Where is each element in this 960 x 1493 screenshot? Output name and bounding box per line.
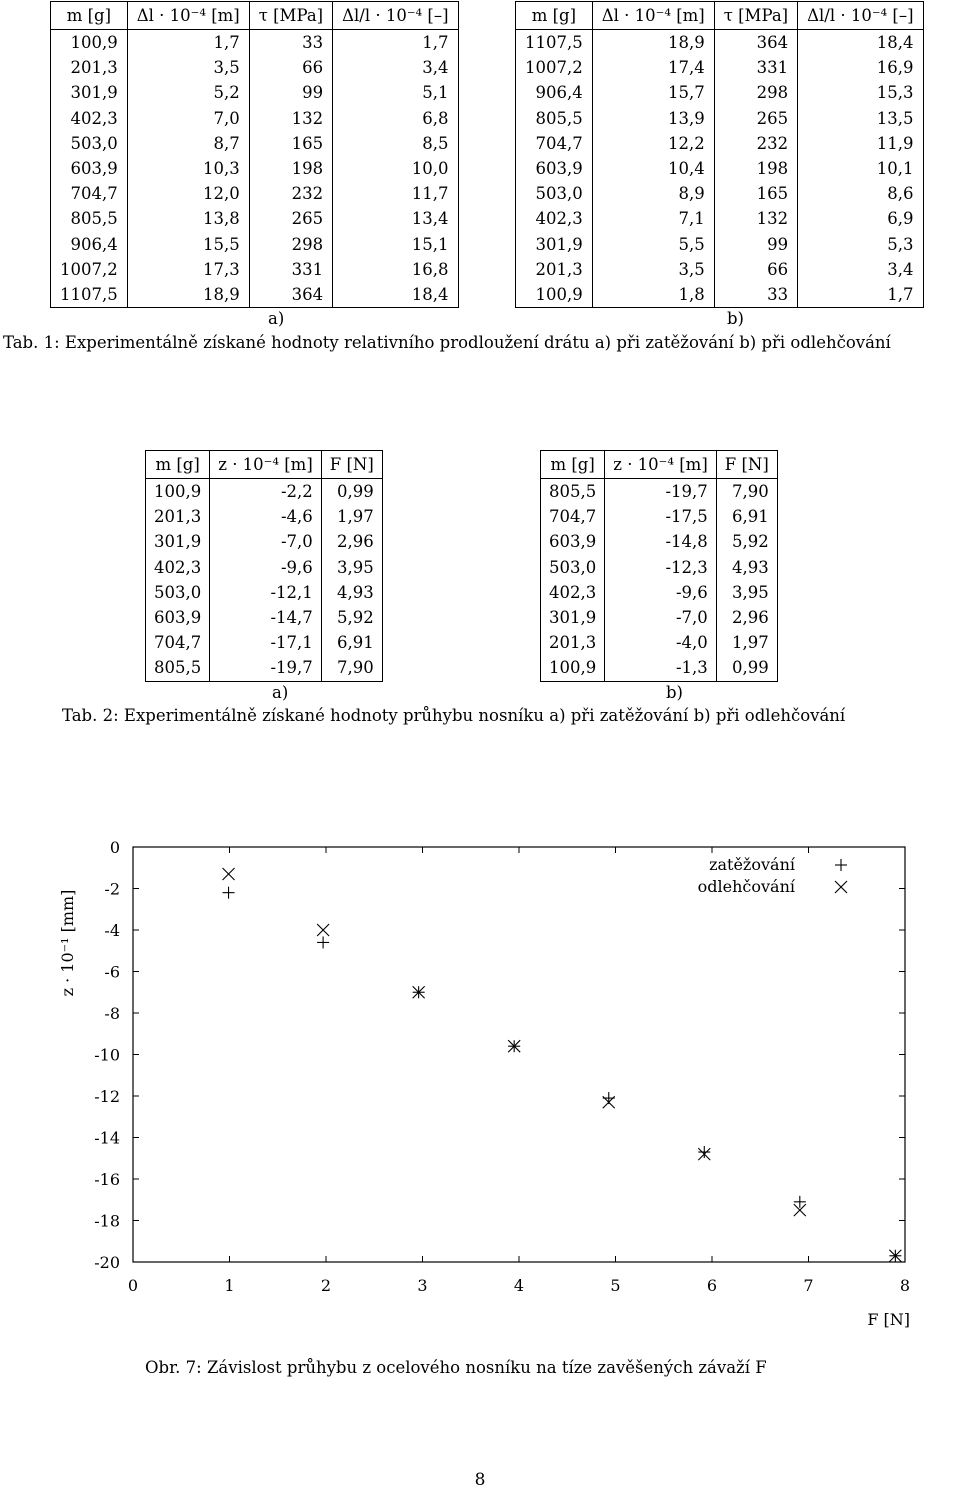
- table-row: [51, 206, 459, 231]
- plot-frame: [133, 847, 905, 1262]
- y-tick-label: -18: [94, 1211, 120, 1231]
- table-row: [51, 55, 459, 80]
- table-cell: 7,1: [592, 206, 714, 231]
- table-row: [146, 504, 383, 529]
- table-row: [146, 605, 383, 630]
- chart-legend: [698, 855, 847, 896]
- table-cell: 603,9: [51, 156, 128, 181]
- table-cell: -9,6: [210, 555, 322, 580]
- table-cell: 11,9: [798, 131, 923, 156]
- table-cell: 8,9: [592, 181, 714, 206]
- table-cell: 5,92: [321, 605, 382, 630]
- table-row: [51, 106, 459, 131]
- table-cell: 3,5: [592, 257, 714, 282]
- table-cell: 100,9: [541, 655, 605, 681]
- table-cell: 1,7: [127, 30, 249, 56]
- y-tick-label: 0: [109, 838, 120, 857]
- table-cell: 704,7: [516, 131, 593, 156]
- table-cell: 298: [249, 232, 332, 257]
- table-cell: 603,9: [146, 605, 210, 630]
- table-cell: -7,0: [210, 529, 322, 554]
- table-cell: 66: [249, 55, 332, 80]
- column-header: m [g]: [51, 2, 128, 30]
- column-header: m [g]: [146, 451, 210, 479]
- table-cell: -19,7: [605, 479, 717, 505]
- table-cell: 364: [714, 30, 797, 56]
- table-row: [516, 131, 924, 156]
- table-cell: 15,1: [333, 232, 458, 257]
- table1-caption: Tab. 1: Experimentálně získané hodnoty relativního prodloužení drátu a) při zatěžování b) při odlehčování: [3, 333, 891, 352]
- column-header: m [g]: [541, 451, 605, 479]
- table1-b-label: b): [727, 309, 744, 328]
- table-cell: 18,4: [798, 30, 923, 56]
- table-row: [516, 257, 924, 282]
- table-cell: 1007,2: [51, 257, 128, 282]
- column-header: τ [MPa]: [714, 2, 797, 30]
- table-cell: 402,3: [516, 206, 593, 231]
- y-tick-label: -14: [94, 1128, 120, 1148]
- table-cell: 3,95: [321, 555, 382, 580]
- table-cell: 3,4: [798, 257, 923, 282]
- table-cell: 6,9: [798, 206, 923, 231]
- table-body: [541, 479, 778, 682]
- table-cell: 5,3: [798, 232, 923, 257]
- table-cell: 201,3: [516, 257, 593, 282]
- table-cell: 198: [249, 156, 332, 181]
- table-cell: 1107,5: [51, 282, 128, 308]
- table-row: [516, 282, 924, 308]
- table-row: [541, 529, 778, 554]
- table-cell: -7,0: [605, 605, 717, 630]
- table-cell: 805,5: [51, 206, 128, 231]
- table2-a: [145, 450, 383, 682]
- y-tick-label: -10: [94, 1045, 120, 1065]
- table-row: [51, 156, 459, 181]
- table-cell: 13,9: [592, 106, 714, 131]
- x-tick-label: 0: [127, 1276, 139, 1295]
- table-cell: 0,99: [321, 479, 382, 505]
- y-tick-label: -2: [104, 879, 120, 899]
- table-cell: 3,95: [716, 580, 777, 605]
- x-tick-labels: [128, 1276, 910, 1295]
- x-tick-label: 5: [610, 1276, 621, 1295]
- table-cell: 13,4: [333, 206, 458, 231]
- table-cell: 7,0: [127, 106, 249, 131]
- deflection-scatter-chart: [0, 820, 960, 1440]
- table-cell: 906,4: [516, 80, 593, 105]
- table-cell: 265: [714, 106, 797, 131]
- table-cell: 232: [249, 181, 332, 206]
- table-row: [51, 131, 459, 156]
- legend-marker: [835, 859, 847, 871]
- table-cell: 15,5: [127, 232, 249, 257]
- table-row: [51, 282, 459, 308]
- table-cell: 704,7: [51, 181, 128, 206]
- data-point-plus: [317, 936, 329, 948]
- x-tick-label: 8: [899, 1276, 911, 1295]
- table-cell: -17,5: [605, 504, 717, 529]
- y-tick-label: -8: [104, 1004, 120, 1023]
- table-cell: 165: [714, 181, 797, 206]
- table-cell: 1,97: [716, 630, 777, 655]
- data-point-plus: [698, 1146, 710, 1158]
- column-header: z · 10⁻⁴ [m]: [210, 451, 322, 479]
- table-cell: 13,5: [798, 106, 923, 131]
- table-cell: 704,7: [541, 504, 605, 529]
- table-cell: 8,7: [127, 131, 249, 156]
- y-axis-label: z · 10⁻¹ [mm]: [58, 889, 77, 997]
- table-cell: 100,9: [516, 282, 593, 308]
- column-header: F [N]: [321, 451, 382, 479]
- table-cell: 5,5: [592, 232, 714, 257]
- table-cell: 15,7: [592, 80, 714, 105]
- table-cell: -14,7: [210, 605, 322, 630]
- table-cell: 18,4: [333, 282, 458, 308]
- table-cell: 3,4: [333, 55, 458, 80]
- table-row: [146, 655, 383, 681]
- table-cell: 201,3: [146, 504, 210, 529]
- table-cell: 503,0: [51, 131, 128, 156]
- table-cell: 2,96: [716, 605, 777, 630]
- table-cell: 12,0: [127, 181, 249, 206]
- table-cell: 704,7: [146, 630, 210, 655]
- table-cell: 1107,5: [516, 30, 593, 56]
- table-row: [516, 232, 924, 257]
- table-cell: 331: [249, 257, 332, 282]
- table-cell: 18,9: [127, 282, 249, 308]
- table-cell: 11,7: [333, 181, 458, 206]
- x-tick-label: 2: [320, 1276, 332, 1295]
- table-cell: 33: [714, 282, 797, 308]
- x-tick-label: 7: [803, 1276, 814, 1295]
- table-row: [516, 106, 924, 131]
- table-cell: 201,3: [51, 55, 128, 80]
- table-cell: -2,2: [210, 479, 322, 505]
- y-tick-label: -12: [94, 1087, 120, 1106]
- table-body: [51, 30, 459, 308]
- table-cell: -14,8: [605, 529, 717, 554]
- table2-a-label: a): [272, 683, 289, 702]
- table-cell: 5,92: [716, 529, 777, 554]
- table-cell: 503,0: [146, 580, 210, 605]
- table-cell: 132: [714, 206, 797, 231]
- column-header: m [g]: [516, 2, 593, 30]
- table-cell: -9,6: [605, 580, 717, 605]
- table-cell: 402,3: [541, 580, 605, 605]
- table-cell: 13,8: [127, 206, 249, 231]
- table-cell: 8,5: [333, 131, 458, 156]
- table-cell: 503,0: [541, 555, 605, 580]
- table-cell: 5,1: [333, 80, 458, 105]
- table-cell: 99: [714, 232, 797, 257]
- table-row: [51, 181, 459, 206]
- table-row: [516, 156, 924, 181]
- column-header: Δl/l · 10⁻⁴ [–]: [333, 2, 458, 30]
- table2-caption: Tab. 2: Experimentálně získané hodnoty průhybu nosníku a) při zatěžování b) při odlehčování: [62, 706, 846, 725]
- table-row: [146, 529, 383, 554]
- table-cell: 3,5: [127, 55, 249, 80]
- y-tick-label: -16: [94, 1170, 120, 1189]
- x-tick-label: 6: [706, 1276, 718, 1295]
- table2-b: [540, 450, 778, 682]
- table-cell: 201,3: [541, 630, 605, 655]
- table-cell: 906,4: [51, 232, 128, 257]
- table-cell: 331: [714, 55, 797, 80]
- x-axis-label: F [N]: [867, 1310, 910, 1329]
- table-row: [51, 30, 459, 56]
- table-cell: 12,2: [592, 131, 714, 156]
- legend-marker: [835, 881, 847, 893]
- table-cell: 18,9: [592, 30, 714, 56]
- table-cell: 1,8: [592, 282, 714, 308]
- table-row: [541, 555, 778, 580]
- table-row: [516, 55, 924, 80]
- table-cell: -12,1: [210, 580, 322, 605]
- table-header-row: [541, 451, 778, 479]
- data-points: [223, 868, 902, 1262]
- table-cell: 33: [249, 30, 332, 56]
- table-cell: 10,4: [592, 156, 714, 181]
- table-cell: 301,9: [541, 605, 605, 630]
- table-cell: 4,93: [716, 555, 777, 580]
- table-header-row: [146, 451, 383, 479]
- table-cell: 7,90: [321, 655, 382, 681]
- table-row: [541, 504, 778, 529]
- table-cell: 503,0: [516, 181, 593, 206]
- table-cell: 6,8: [333, 106, 458, 131]
- table1-a-label: a): [268, 309, 285, 328]
- table-header-row: [516, 2, 924, 30]
- table-cell: 4,93: [321, 580, 382, 605]
- table-row: [541, 479, 778, 505]
- table-row: [516, 206, 924, 231]
- y-tick-label: -20: [94, 1253, 120, 1272]
- x-tick-label: 4: [513, 1276, 525, 1295]
- table-cell: 2,96: [321, 529, 382, 554]
- y-tick-labels: [94, 838, 120, 1272]
- legend-label: odlehčování: [697, 877, 795, 896]
- table-row: [146, 479, 383, 505]
- table-cell: -19,7: [210, 655, 322, 681]
- table-cell: 10,0: [333, 156, 458, 181]
- table-cell: 66: [714, 257, 797, 282]
- table-row: [541, 655, 778, 681]
- table-cell: 15,3: [798, 80, 923, 105]
- table-cell: 298: [714, 80, 797, 105]
- table-row: [541, 630, 778, 655]
- table-cell: 603,9: [541, 529, 605, 554]
- table-cell: 1007,2: [516, 55, 593, 80]
- table-cell: 99: [249, 80, 332, 105]
- table-cell: 805,5: [541, 479, 605, 505]
- table-row: [541, 580, 778, 605]
- table-cell: 0,99: [716, 655, 777, 681]
- table-cell: 17,4: [592, 55, 714, 80]
- chart-axes: [133, 847, 905, 1262]
- y-tick-label: -4: [104, 921, 120, 940]
- table-cell: 301,9: [516, 232, 593, 257]
- column-header: Δl · 10⁻⁴ [m]: [592, 2, 714, 30]
- table-cell: 402,3: [51, 106, 128, 131]
- data-point-cross: [317, 924, 329, 936]
- table-cell: -12,3: [605, 555, 717, 580]
- table1-b: [515, 1, 924, 308]
- table-row: [146, 630, 383, 655]
- y-tick-label: -6: [104, 962, 120, 982]
- table-cell: 132: [249, 106, 332, 131]
- column-header: F [N]: [716, 451, 777, 479]
- table-cell: 1,97: [321, 504, 382, 529]
- table-cell: 10,3: [127, 156, 249, 181]
- page-number: 8: [474, 1470, 486, 1490]
- table-cell: 6,91: [321, 630, 382, 655]
- table-cell: 1,7: [798, 282, 923, 308]
- column-header: z · 10⁻⁴ [m]: [605, 451, 717, 479]
- table-cell: -1,3: [605, 655, 717, 681]
- column-header: τ [MPa]: [249, 2, 332, 30]
- column-header: Δl/l · 10⁻⁴ [–]: [798, 2, 923, 30]
- table-cell: -4,0: [605, 630, 717, 655]
- table2-b-label: b): [666, 683, 683, 702]
- table-row: [146, 555, 383, 580]
- table-cell: 100,9: [146, 479, 210, 505]
- table-row: [51, 232, 459, 257]
- table-cell: 7,90: [716, 479, 777, 505]
- table-cell: 402,3: [146, 555, 210, 580]
- table-cell: 1,7: [333, 30, 458, 56]
- table1-a: [50, 1, 459, 308]
- table-cell: 232: [714, 131, 797, 156]
- table-cell: 6,91: [716, 504, 777, 529]
- table-row: [516, 30, 924, 56]
- table-cell: 16,9: [798, 55, 923, 80]
- table-cell: -17,1: [210, 630, 322, 655]
- table-body: [146, 479, 383, 682]
- table-cell: 17,3: [127, 257, 249, 282]
- table-cell: -4,6: [210, 504, 322, 529]
- table-row: [51, 257, 459, 282]
- data-point-cross: [223, 868, 235, 880]
- table-row: [516, 80, 924, 105]
- table-cell: 301,9: [146, 529, 210, 554]
- table-cell: 165: [249, 131, 332, 156]
- table-cell: 364: [249, 282, 332, 308]
- table-row: [51, 80, 459, 105]
- table-row: [146, 580, 383, 605]
- table-cell: 301,9: [51, 80, 128, 105]
- table-header-row: [51, 2, 459, 30]
- table-cell: 100,9: [51, 30, 128, 56]
- x-tick-label: 3: [417, 1276, 428, 1295]
- table-cell: 603,9: [516, 156, 593, 181]
- chart-caption: Obr. 7: Závislost průhybu z ocelového nosníku na tíze zavěšených závaží F: [145, 1358, 767, 1377]
- column-header: Δl · 10⁻⁴ [m]: [127, 2, 249, 30]
- table-cell: 16,8: [333, 257, 458, 282]
- table-row: [516, 181, 924, 206]
- table-cell: 5,2: [127, 80, 249, 105]
- table-cell: 10,1: [798, 156, 923, 181]
- table-cell: 8,6: [798, 181, 923, 206]
- table-cell: 198: [714, 156, 797, 181]
- table-cell: 265: [249, 206, 332, 231]
- table-cell: 805,5: [516, 106, 593, 131]
- data-point-plus: [223, 887, 235, 899]
- table-body: [516, 30, 924, 308]
- x-tick-label: 1: [224, 1276, 235, 1295]
- table-cell: 805,5: [146, 655, 210, 681]
- legend-label: zatěžování: [709, 855, 795, 874]
- table-row: [541, 605, 778, 630]
